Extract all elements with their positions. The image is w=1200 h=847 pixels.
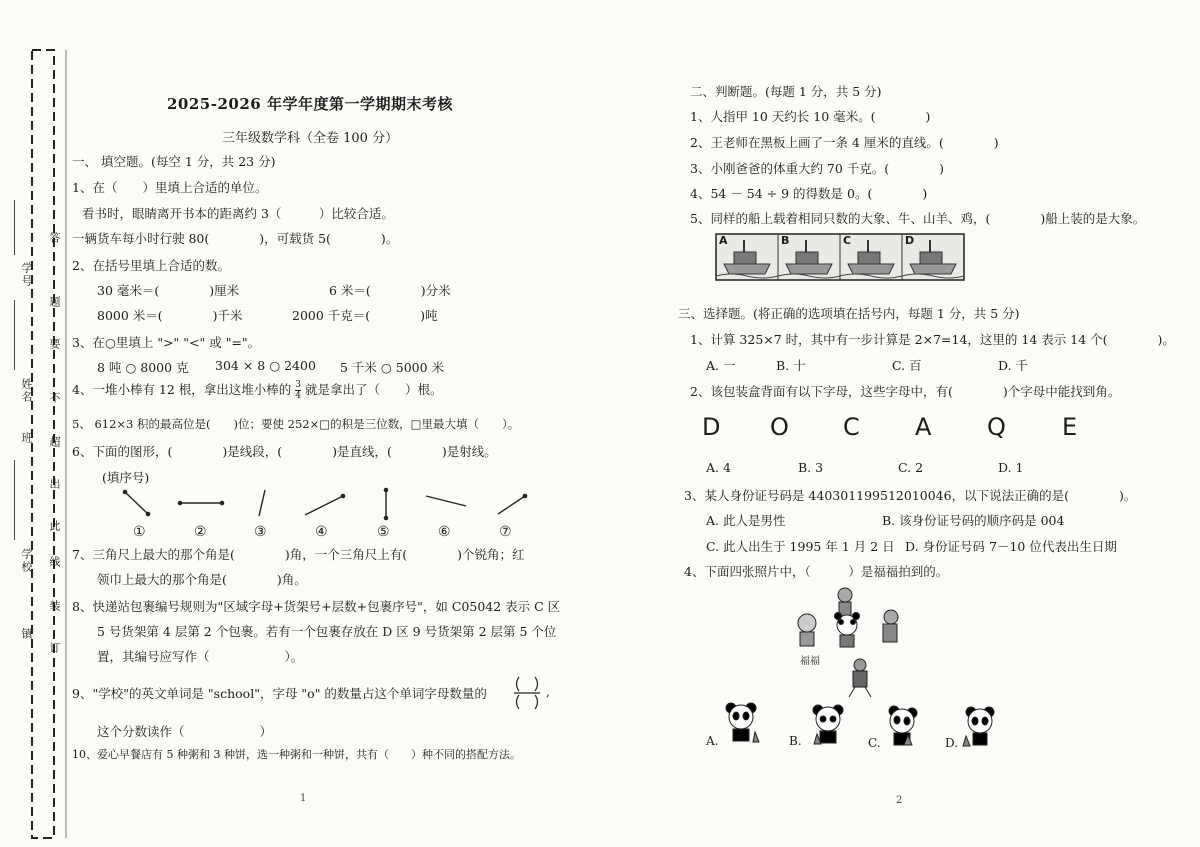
- panda-option-b-image[interactable]: [812, 704, 848, 746]
- boat-options-image: [716, 234, 964, 282]
- q6-label-6: ⑥: [438, 524, 451, 540]
- judge-q2: 2、王老师在黑板上画了一条 4 厘米的直线。( ): [690, 135, 999, 150]
- q2c-text: 8000 米＝( )千米: [97, 308, 243, 323]
- section1-heading: 一、 填空题。(每空 1 分，共 23 分): [72, 154, 276, 169]
- seal-char-4: 要: [48, 338, 61, 351]
- choice-q3-opt-b[interactable]: B. 该身份证号码的顺序码是 004: [882, 513, 1065, 528]
- q2b-text: 6 米＝( )分米: [329, 283, 451, 298]
- choice-q2: 2、该包装盒背面有以下字母，这些字母中，有( )个字母中能找到角。: [690, 384, 1121, 399]
- q2a-text: 30 毫米＝( )厘米: [97, 283, 240, 298]
- q1a-text: 看书时，眼睛离开书本的距离约 3（ ）比较合适。: [82, 206, 394, 221]
- binding-dashed-border: [0, 0, 60, 847]
- q5-text: 5、 612×3 积的最高位是( )位；要使 252×□的积是三位数，□里最大填（ ）。: [72, 417, 520, 431]
- q7-text-line2: 领巾上最大的那个角是( )角。: [97, 572, 307, 587]
- boat-label-a: A: [719, 234, 728, 247]
- q9-text-line2: 这个分数读作（ ）: [97, 724, 273, 739]
- choice-q1-opt-a[interactable]: A. 一: [706, 358, 736, 373]
- choice-q3-opt-a[interactable]: A. 此人是男性: [706, 513, 786, 528]
- choice-q1-opt-d[interactable]: D. 千: [998, 358, 1029, 373]
- q1b-text: 一辆货车每小时行驶 80( )，可载货 5( )。: [72, 231, 399, 246]
- binding-label-class: 班: [20, 432, 33, 445]
- letter-e: E: [1062, 413, 1078, 441]
- seal-char-3: 不: [48, 392, 61, 405]
- q4-numerator: 3: [295, 380, 302, 390]
- q1-text: 1、在（ ）里填上合适的单位。: [72, 180, 268, 195]
- q3c-text: 5 千米 ○ 5000 米: [340, 360, 445, 375]
- section2-heading: 二、判断题。(每题 1 分，共 5 分): [690, 84, 882, 99]
- seal-char-9: 装: [48, 600, 61, 613]
- q4-text-post: 就是拿出了（ ）根。: [305, 382, 443, 397]
- binding-label-school: 学校: [20, 548, 33, 574]
- choice-q1: 1、计算 325×7 时，其中有一步计算是 2×7=14，这里的 14 表示 14 个( )。: [690, 332, 1175, 347]
- choice-q2-opt-a[interactable]: A. 4: [706, 460, 731, 475]
- q6-label-1: ①: [133, 524, 146, 540]
- q6-label-7: ⑦: [499, 524, 512, 540]
- seal-char-7: 此: [48, 520, 61, 533]
- binding-label-town: 镇: [20, 628, 33, 641]
- seal-char-2: 题: [48, 296, 61, 309]
- seal-char-8: 线: [48, 556, 61, 569]
- photo-scene-illustration: [795, 585, 905, 700]
- seal-char-1: 答: [48, 232, 61, 245]
- boat-label-c: C: [843, 234, 852, 247]
- choice-q1-opt-b[interactable]: B. 十: [776, 358, 806, 373]
- letter-o: O: [770, 413, 789, 441]
- choice-q1-opt-c[interactable]: C. 百: [892, 358, 922, 373]
- panda-option-c-label[interactable]: C.: [868, 736, 881, 750]
- boat-label-d: D: [905, 234, 915, 247]
- q7-text-line1: 7、三角尺上最大的那个角是( )角，一个三角尺上有( )个锐角；红: [72, 547, 525, 562]
- judge-q4: 4、54 － 54 ÷ 9 的得数是 0。( ): [690, 186, 928, 201]
- panda-option-d-image[interactable]: [963, 706, 999, 748]
- judge-q1: 1、人指甲 10 天约长 10 毫米。( ): [690, 109, 931, 124]
- binding-label-name: 姓名: [20, 378, 33, 404]
- letter-q: Q: [987, 413, 1006, 441]
- q6-hint: (填序号): [102, 470, 150, 485]
- exam-subtitle: 三年级数学科（全卷 100 分）: [222, 131, 399, 146]
- letter-d: D: [702, 413, 721, 441]
- binding-fill-line-1[interactable]: [14, 200, 16, 255]
- q10-text: 10、爱心早餐店有 5 种粥和 3 种饼，选一种粥和一种饼，共有（ ）种不同的搭配方法。: [72, 748, 521, 761]
- judge-q5: 5、同样的船上载着相同只数的大象、牛、山羊、鸡，( )船上装的是大象。: [690, 211, 1146, 226]
- q6-line-figures: [110, 488, 530, 528]
- panda-option-d-label[interactable]: D.: [945, 736, 959, 750]
- seal-char-10: 订: [48, 642, 61, 655]
- q8-text-line2: 5 号货架第 4 层第 2 个包裹。若有一个包裹存放在 D 区 9 号货架第 2 层第 5 个位: [97, 624, 557, 639]
- q6-label-4: ④: [315, 524, 328, 540]
- panda-option-b-label[interactable]: B.: [789, 734, 802, 748]
- letter-a: A: [915, 413, 932, 441]
- choice-q4: 4、下面四张照片中，（ ）是福福拍到的。: [684, 564, 949, 579]
- choice-q3-opt-d[interactable]: D. 身份证号码 7－10 位代表出生日期: [905, 539, 1117, 554]
- q4-denominator: 4: [295, 391, 302, 401]
- choice-q2-opt-d[interactable]: D. 1: [998, 460, 1024, 475]
- choice-q2-opt-c[interactable]: C. 2: [898, 460, 924, 475]
- binding-label-student-id: 学号: [20, 262, 33, 288]
- letter-c: C: [843, 413, 860, 441]
- q4-text-pre: 4、一堆小棒有 12 根，拿出这堆小棒的: [72, 382, 292, 397]
- q3a-text: 8 吨 ○ 8000 克: [97, 360, 189, 375]
- q2d-text: 2000 千克＝( )吨: [292, 308, 438, 323]
- panda-option-a-image[interactable]: [725, 702, 761, 744]
- q8-text-line1: 8、快递站包裹编号规则为"区域字母+货架号+层数+包裹序号"，如 C05042 表示 C 区: [72, 599, 561, 614]
- q8-text-line3: 置，其编号应写作（ ）。: [97, 649, 304, 664]
- binding-fill-line-3[interactable]: [14, 460, 16, 540]
- q3-text: 3、在○里填上 ">" "<" 或 "="。: [72, 335, 261, 350]
- q9-text-line1: 9、"学校"的英文单词是 "school"，字母 "o" 的数量占这个单词字母数量的: [72, 686, 487, 701]
- q9-blank-fraction[interactable]: [510, 675, 544, 711]
- q4-fraction: [295, 380, 301, 401]
- panda-option-c-image[interactable]: [886, 705, 922, 747]
- q6-text: 6、下面的图形，( )是线段，( )是直线，( )是射线。: [72, 444, 497, 459]
- judge-q3: 3、小刚爸爸的体重大约 70 千克。( ): [690, 161, 945, 176]
- panda-option-a-label[interactable]: A.: [706, 734, 719, 748]
- seal-char-6: 出: [48, 478, 61, 491]
- q9-comma: ,: [546, 684, 550, 699]
- section3-heading: 三、选择题。(将正确的选项填在括号内，每题 1 分，共 5 分): [678, 306, 1020, 321]
- seal-char-5: 超: [48, 436, 61, 449]
- photo-caption-fufu: 福福: [800, 656, 820, 667]
- q2-text: 2、在括号里填上合适的数。: [72, 258, 230, 273]
- boat-label-b: B: [781, 234, 790, 247]
- q6-label-5: ⑤: [377, 524, 390, 540]
- choice-q3-opt-c[interactable]: C. 此人出生于 1995 年 1 月 2 日: [706, 539, 895, 554]
- page-number-2: 2: [896, 795, 903, 806]
- choice-q2-opt-b[interactable]: B. 3: [798, 460, 824, 475]
- exam-title: 2025-2026 年学年度第一学期期末考核: [167, 95, 453, 113]
- q3b-text: 304 × 8 ○ 2400: [215, 358, 316, 373]
- page-number-1: 1: [300, 793, 307, 804]
- choice-q3: 3、某人身份证号码是 440301199512010046，以下说法正确的是( )。: [684, 488, 1137, 503]
- binding-fill-line-2[interactable]: [14, 300, 16, 370]
- q6-label-2: ②: [194, 524, 207, 540]
- q4-line: [72, 380, 443, 401]
- q6-label-3: ③: [254, 524, 267, 540]
